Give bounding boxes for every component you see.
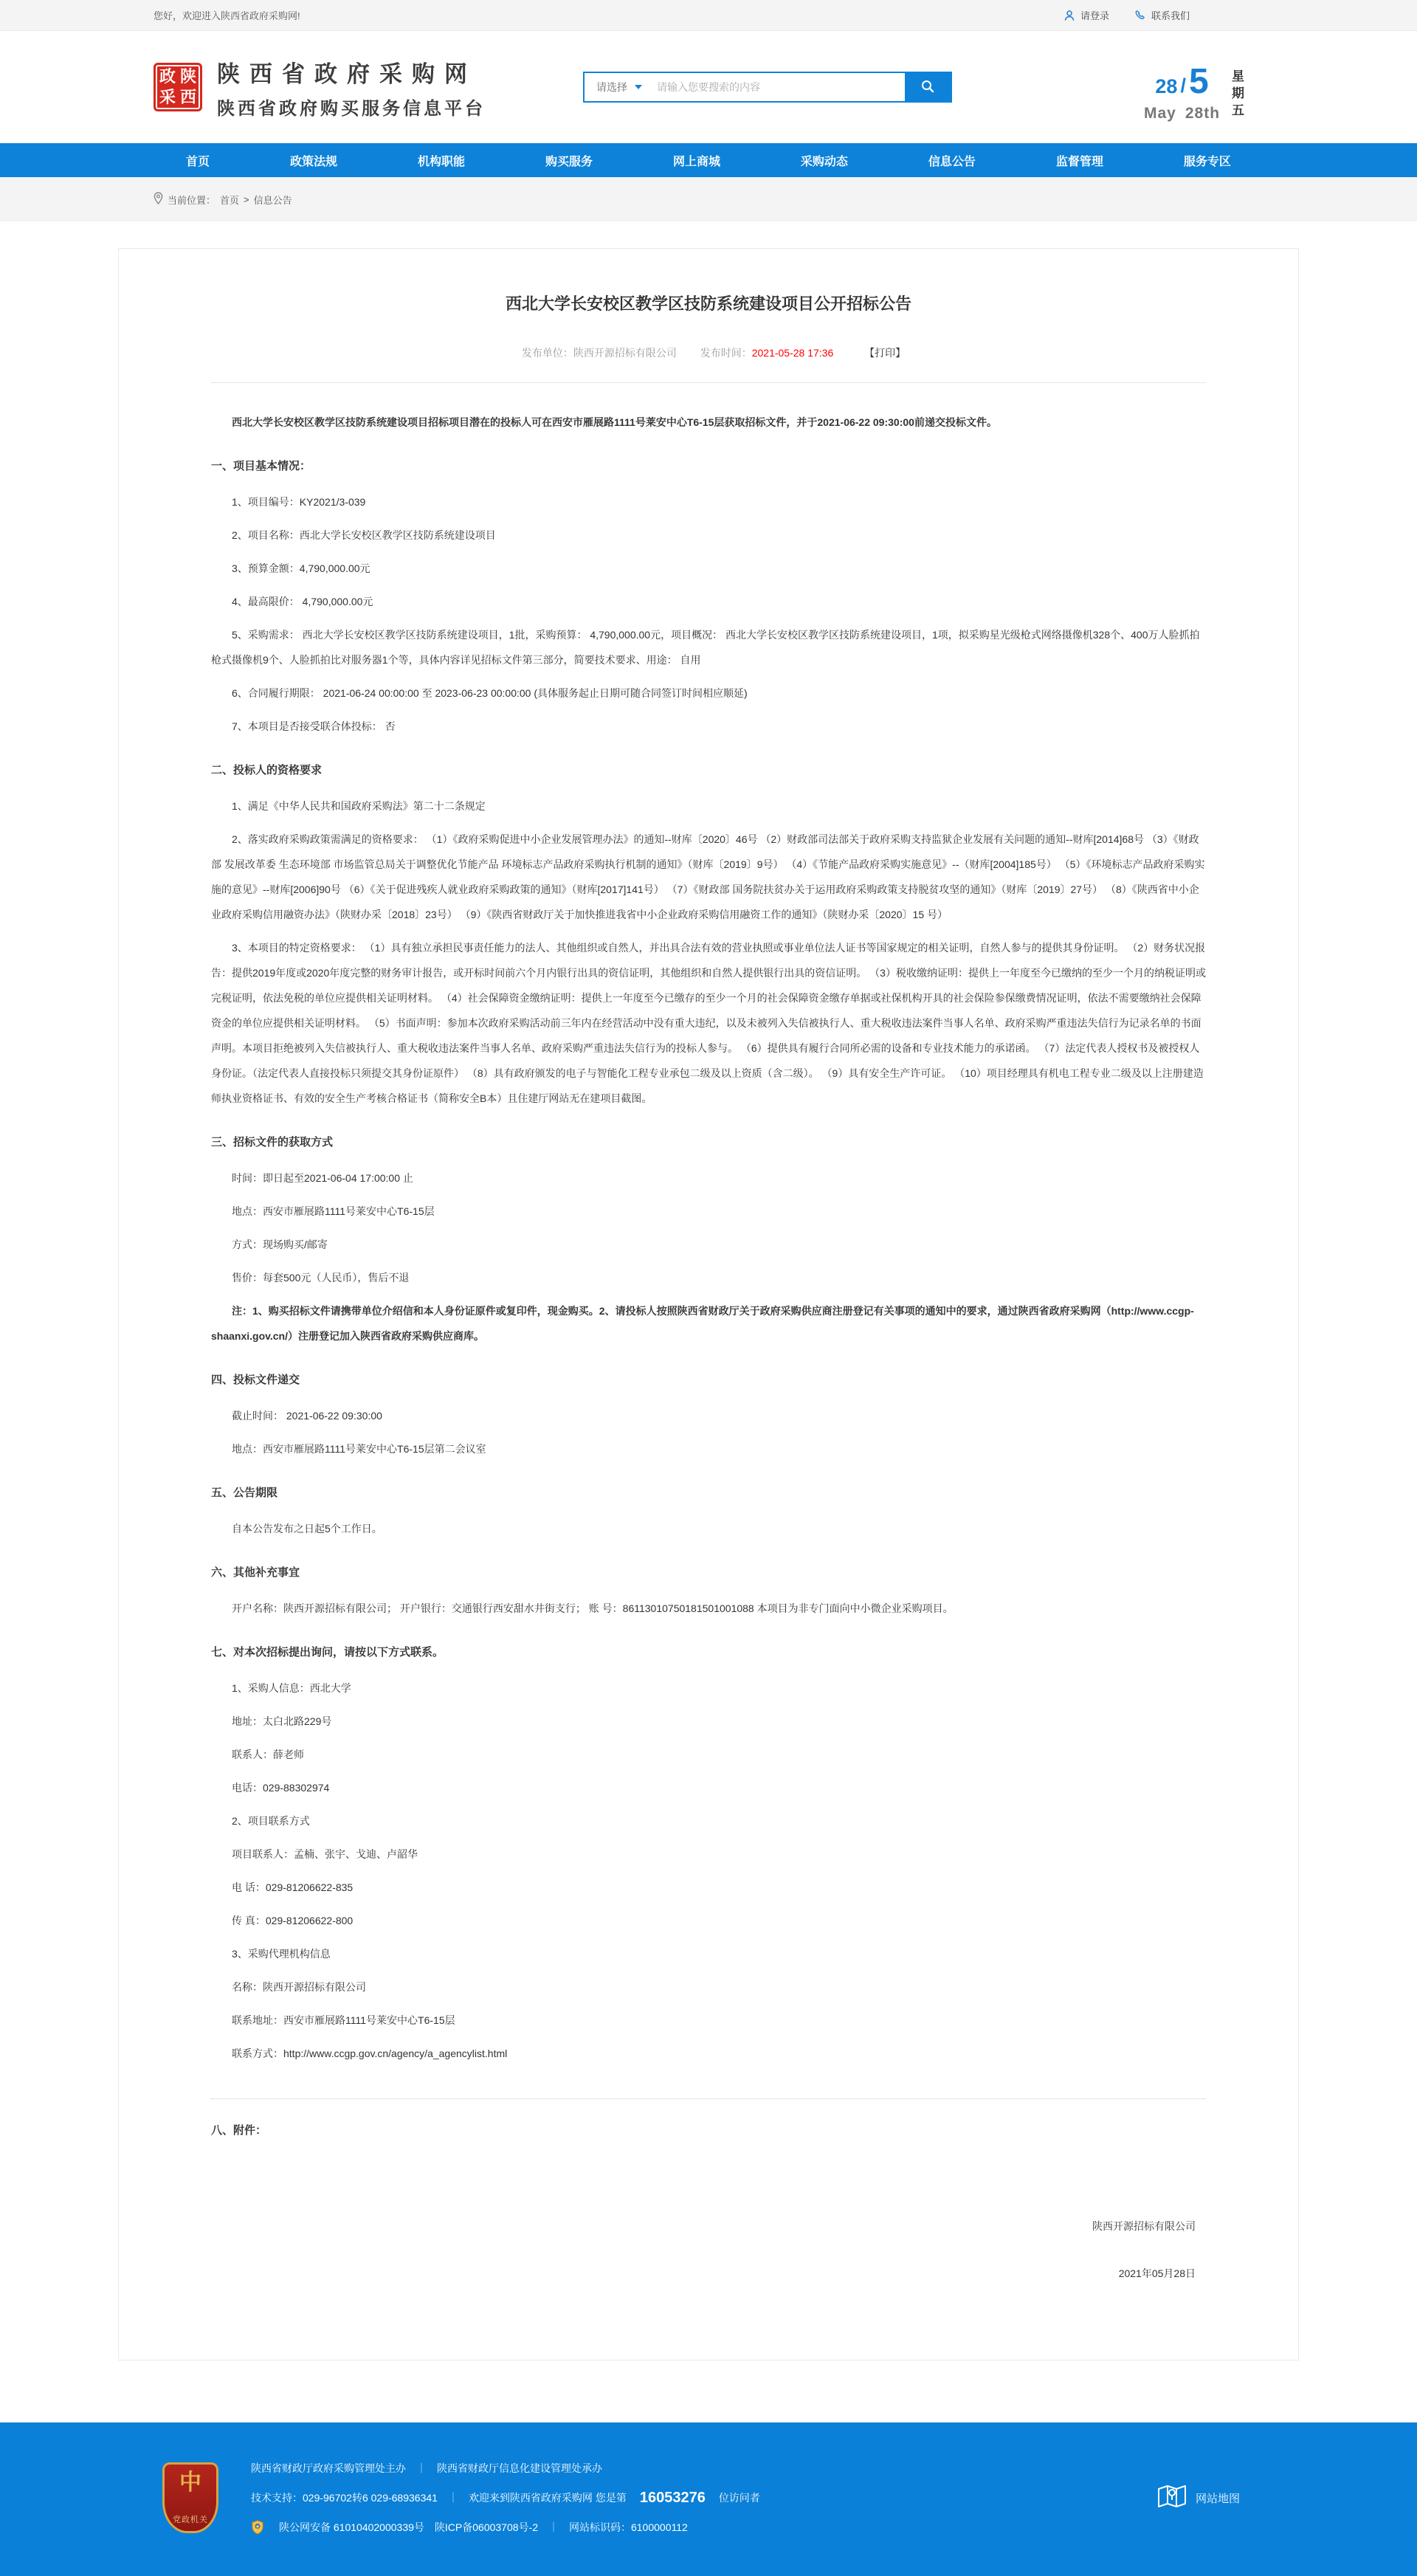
article-paragraph: 自本公告发布之日起5个工作日。 xyxy=(232,1523,382,1535)
login-link[interactable] xyxy=(1063,8,1109,22)
print-button[interactable]: 【打印】 xyxy=(864,347,906,359)
contact-link[interactable] xyxy=(1134,8,1190,22)
footer-line-support: 技术支持：029-96702转6 029-68936341 ｜ 欢迎来到陕西省政府采购网 您是第 16053276 位访问者 xyxy=(251,2483,760,2513)
article-paragraph: 名称：陕西开源招标有限公司 xyxy=(232,1981,366,1993)
footer xyxy=(0,2422,1417,2576)
article-paragraph: 电话：029-88302974 xyxy=(232,1782,330,1794)
footer-line-host: 陕西省财政厅政府采购管理处主办 ｜ 陕西省财政厅信息化建设管理处承办 xyxy=(251,2453,760,2483)
article-paragraph: 电 话：029-81206622-835 xyxy=(232,1881,354,1893)
logo-char: 政 xyxy=(159,67,176,86)
article-paragraph: 3、预算金额：4,790,000.00元 xyxy=(232,562,370,574)
article-paragraph: 3、采购代理机构信息 xyxy=(232,1948,331,1960)
breadcrumb-bar xyxy=(0,177,1417,221)
article-paragraph: 联系人：薛老师 xyxy=(232,1749,304,1760)
breadcrumb-separator: > xyxy=(244,193,249,205)
article-paragraph: 1、满足《中华人民共和国政府采购法》第二十二条规定 xyxy=(232,800,486,812)
footer-line-records: 陕公网安备 61010402000339号 陕ICP备06003708号-2 ｜ 网站标识码：6100000112 xyxy=(251,2513,760,2542)
footer-organizer: 陕西省财政厅信息化建设管理处承办 xyxy=(437,2462,602,2474)
nav-item-2[interactable]: 政策法规 xyxy=(289,155,337,168)
article-paragraph: 时间：即日起至2021-06-04 17:00:00 止 xyxy=(232,1172,413,1184)
breadcrumb xyxy=(133,177,1284,221)
site-subtitle: 陕西省政府购买服务信息平台 xyxy=(217,98,486,119)
date-day: 28 xyxy=(1155,75,1178,97)
search-select-label: 请选择 xyxy=(596,81,627,93)
article-paragraph: 项目联系人：孟楠、张宇、戈迪、卢韶华 xyxy=(232,1848,418,1860)
nav-item-6[interactable]: 采购动态 xyxy=(800,155,848,168)
nav-item-5[interactable]: 网上商城 xyxy=(672,155,720,168)
nav-item-4[interactable]: 购买服务 xyxy=(545,155,593,168)
article-paragraph: 地点：西安市雁展路1111号莱安中心T6-15层 xyxy=(232,1205,435,1217)
article-paragraph: 售价：每套500元（人民币），售后不退 xyxy=(232,1272,410,1284)
date-widget: 28 / 5 May 28th 星 期 五 xyxy=(1144,62,1245,122)
attachment-divider xyxy=(211,2098,1206,2099)
chevron-down-icon xyxy=(635,85,642,89)
search-button[interactable] xyxy=(905,73,951,101)
phone-icon xyxy=(1134,10,1146,21)
article-paragraph: 联系地址：西安市雁展路1111号莱安中心T6-15层 xyxy=(232,2014,455,2026)
login-label: 请登录 xyxy=(1080,10,1109,21)
section-heading-6: 六、其他补充事宜 xyxy=(211,1566,300,1579)
location-pin-icon xyxy=(154,192,163,207)
section-heading-3: 三、招标文件的获取方式 xyxy=(211,1136,334,1148)
topbar xyxy=(0,0,1417,31)
publish-time-label: 发布时间： xyxy=(700,347,752,359)
sitemap-link[interactable] xyxy=(1156,2480,1255,2515)
main-nav xyxy=(0,143,1417,177)
nav-item-3[interactable]: 机构职能 xyxy=(417,155,465,168)
article-paragraph: 方式：现场购买/邮寄 xyxy=(232,1239,328,1250)
article-paragraph: 2、项目联系方式 xyxy=(232,1815,310,1827)
government-emblem-icon: 中 党政机关 xyxy=(162,2462,218,2533)
logo-char: 采 xyxy=(159,88,176,106)
article-paragraph: 2、项目名称：西北大学长安校区教学区技防系统建设项目 xyxy=(232,529,496,541)
announcement-card xyxy=(118,248,1299,2360)
signature-block xyxy=(211,2214,1206,2286)
site-logo[interactable] xyxy=(154,63,202,111)
nav-item-7[interactable]: 信息公告 xyxy=(928,155,976,168)
footer-host: 陕西省财政厅政府采购管理处主办 xyxy=(251,2462,406,2474)
section-heading-4: 四、投标文件递交 xyxy=(211,1374,300,1386)
date-day-ordinal: 28th xyxy=(1185,105,1221,122)
search-box xyxy=(583,72,952,103)
section-heading-2: 二、投标人的资格要求 xyxy=(211,764,323,776)
emblem-label: 党政机关 xyxy=(173,2515,208,2524)
footer-tech-support: 技术支持：029-96702转6 029-68936341 xyxy=(251,2492,438,2504)
publish-time: 2021-05-28 17:36 xyxy=(751,347,834,359)
welcome-text: 您好，欢迎进入陕西省政府采购网! xyxy=(154,10,300,21)
logo-char: 陕 xyxy=(179,67,196,86)
search-input[interactable] xyxy=(652,73,905,101)
search-category-select[interactable] xyxy=(585,73,652,101)
article-body xyxy=(211,410,1206,2286)
publisher-name: 陕西开源招标有限公司 xyxy=(573,347,677,359)
article-paragraph: 6、合同履行期限： 2021-06-24 00:00:00 至 2023-06-23 00:00:00 (具体服务起止日期可随合同签订时间相应顺延) xyxy=(232,687,748,699)
article-paragraph: 联系方式：http://www.ccgp.gov.cn/agency/a_agencylist.html xyxy=(232,2048,508,2059)
icp-number[interactable]: 陕ICP备06003708号-2 xyxy=(434,2521,538,2533)
article-paragraph: 传 真：029-81206622-800 xyxy=(232,1915,354,1926)
logo-char: 西 xyxy=(179,88,196,106)
page-title: 西北大学长安校区教学区技防系统建设项目公开招标公告 xyxy=(505,295,911,313)
section-heading-7: 七、对本次招标提出询问，请按以下方式联系。 xyxy=(211,1646,444,1659)
article-paragraph: 截止时间： 2021-06-22 09:30:00 xyxy=(232,1410,382,1422)
article-paragraph: 地址：太白北路229号 xyxy=(232,1715,332,1727)
site-title: 陕西省政府采购网 xyxy=(217,61,477,87)
title-divider xyxy=(211,382,1206,383)
article-paragraph: 开户名称：陕西开源招标有限公司； 开户银行：交通银行西安甜水井街支行； 账 号：86113010750181501001088 本项目为非专门面向中小微企业采购项目。 xyxy=(232,1602,954,1614)
header xyxy=(0,31,1417,143)
main-content xyxy=(0,221,1417,2360)
breadcrumb-current[interactable]: 信息公告 xyxy=(253,194,292,206)
site-code: 网站标识码：6100000112 xyxy=(568,2521,688,2533)
article-paragraph: 5、采购需求： 西北大学长安校区教学区技防系统建设项目，1批，采购预算： 4,790,000.00元，项目概况： 西北大学长安校区教学区技防系统建设项目，1项，拟采购星光级枪式网络摄像机328个、400万人脸抓拍枪式摄像机9个、人脸抓拍比对服务器1个等，具体内容详见招标文件第三部分，简要技术要求、用途： 自用 xyxy=(211,629,1200,666)
date-month-number: 5 xyxy=(1188,62,1209,101)
article-paragraph: 注：1、购买招标文件请携带单位介绍信和本人身份证原件或复印件，现金购买。2、请投标人按照陕西省财政厅关于政府采购供应商注册登记有关事项的通知中的要求，通过陕西省政府采购网（http://www.ccgp-shaanxi.gov.cn/）注册登记加入陕西省政府采购供应商库。 xyxy=(211,1305,1194,1342)
article-intro: 西北大学长安校区教学区技防系统建设项目招标项目潜在的投标人可在西安市雁展路1111号莱安中心T6-15层获取招标文件，并于2021-06-22 09:30:00前递交投标文件。 xyxy=(232,416,997,428)
article-paragraph: 3、本项目的特定资格要求： （1）具有独立承担民事责任能力的法人、其他组织或自然人，并出具合法有效的营业执照或事业单位法人证书等国家规定的相关证明，自然人参与的提供其身份证明。 （2）财务状况报告：提供2019年度或2020年度完整的财务审计报告，或开标时间前六个月内银行出具的资信证明，其他组织和自然人提供银行出具的资信证明。 （3）税收缴纳证明：提供上一年度至今已缴纳的至少一个月的纳税证明或完税证明，依法免税的单位应提供相关证明材料。 （4）社会保障资金缴纳证明：提供上一年度至今已缴存的至少一个月的社会保障资金缴存单据或社保机构开具的社会保险参保缴费情况证明，依法不需要缴纳社会保障资金的单位应提供相关证明材料。 （5）书面声明：参加本次政府采购活动前三年内在经营活动中没有重大违纪，以及未被列入失信被执行人、重大税收违法案件当事人名单、政府采购严重违法失信行为记录名单的书面声明。本项目拒绝被列入失信被执行人、重大税收违法案件当事人名单、政府采购严重违法失信行为的投标人参与。 （6）提供具有履行合同所必需的设备和专业技术能力的承诺函。 （7）法定代表人授权书及被授权人身份证。（法定代表人直接投标只须提交其身份证原件） （8）具有政府颁发的电子与智能化工程专业承包二级及以上资质（含二级）。 （9）具有安全生产许可证。 （10）项目经理具有机电工程专业二级及以上注册建造师执业资格证书、有效的安全生产考核合格证书（简称安全B本）且住建厅网站无在建项目截图。 xyxy=(211,942,1206,1104)
nav-item-9[interactable]: 服务专区 xyxy=(1183,155,1231,168)
article-paragraph: 4、最高限价： 4,790,000.00元 xyxy=(232,596,373,607)
date-weekday: 星 期 五 xyxy=(1232,69,1245,117)
signature-date: 2021年05月28日 xyxy=(1118,2267,1196,2279)
police-badge-icon xyxy=(251,2520,264,2535)
visitor-count: 16053276 xyxy=(639,2490,706,2506)
article-paragraph: 7、本项目是否接受联合体投标： 否 xyxy=(232,720,396,732)
article-paragraph: 1、项目编号：KY2021/3-039 xyxy=(232,496,366,508)
sitemap-icon xyxy=(1156,2480,1188,2515)
article-paragraph: 1、采购人信息：西北大学 xyxy=(232,1682,351,1694)
search-icon xyxy=(920,79,935,96)
publish-info-row xyxy=(211,345,1206,360)
publisher-label: 发布单位： xyxy=(521,347,573,359)
section-heading-5: 五、公告期限 xyxy=(211,1487,278,1499)
signature-company: 陕西开源招标有限公司 xyxy=(1092,2220,1196,2232)
breadcrumb-label: 当前位置： xyxy=(168,194,216,206)
contact-label: 联系我们 xyxy=(1151,10,1190,21)
article-paragraph: 2、落实政府采购政策需满足的资格要求： （1）《政府采购促进中小企业发展管理办法》的通知--财库〔2020〕46号 （2）财政部司法部关于政府采购支持监狱企业发展有关问题的通知--财库[2014]68号 （3）《财政部 发展改革委 生态环境部 市场监管总局关于调整优化节能产品 环境标志产品政府采购执行机制的通知》（财库〔2019〕9号） （4）《节能产品政府采购实施意见》--（财库[2004]185号） （5）《环境标志产品政府采购实施的意见》--财库[2006]90号 （6）《关于促进残疾人就业政府采购政策的通知》（财库[2017]141号） （7）《财政部 国务院扶贫办关于运用政府采购政策支持脱贫攻坚的通知》（财库〔2019〕27号） （8）《陕西省中小企业政府采购信用融资办法》（陕财办采〔2018〕23号） （9）《陕西省财政厅关于加快推进我省中小企业政府采购信用融资工作的通知》（陕财办采〔2020〕15 号） xyxy=(211,833,1205,920)
police-record-number[interactable]: 陕公网安备 61010402000339号 xyxy=(279,2521,424,2533)
breadcrumb-home[interactable]: 首页 xyxy=(220,194,240,206)
nav-item-1[interactable]: 首页 xyxy=(186,155,210,168)
date-month-name: May xyxy=(1144,105,1176,122)
footer-welcome: 欢迎来到陕西省政府采购网 您是第 xyxy=(468,2492,627,2504)
section-heading-8: 八、附件： xyxy=(211,2124,267,2137)
sitemap-label: 网站地图 xyxy=(1195,2492,1240,2505)
user-icon xyxy=(1063,10,1075,21)
nav-item-8[interactable]: 监督管理 xyxy=(1055,155,1103,168)
section-heading-1: 一、项目基本情况： xyxy=(211,460,311,472)
article-paragraph: 地点：西安市雁展路1111号莱安中心T6-15层第二会议室 xyxy=(232,1443,486,1455)
